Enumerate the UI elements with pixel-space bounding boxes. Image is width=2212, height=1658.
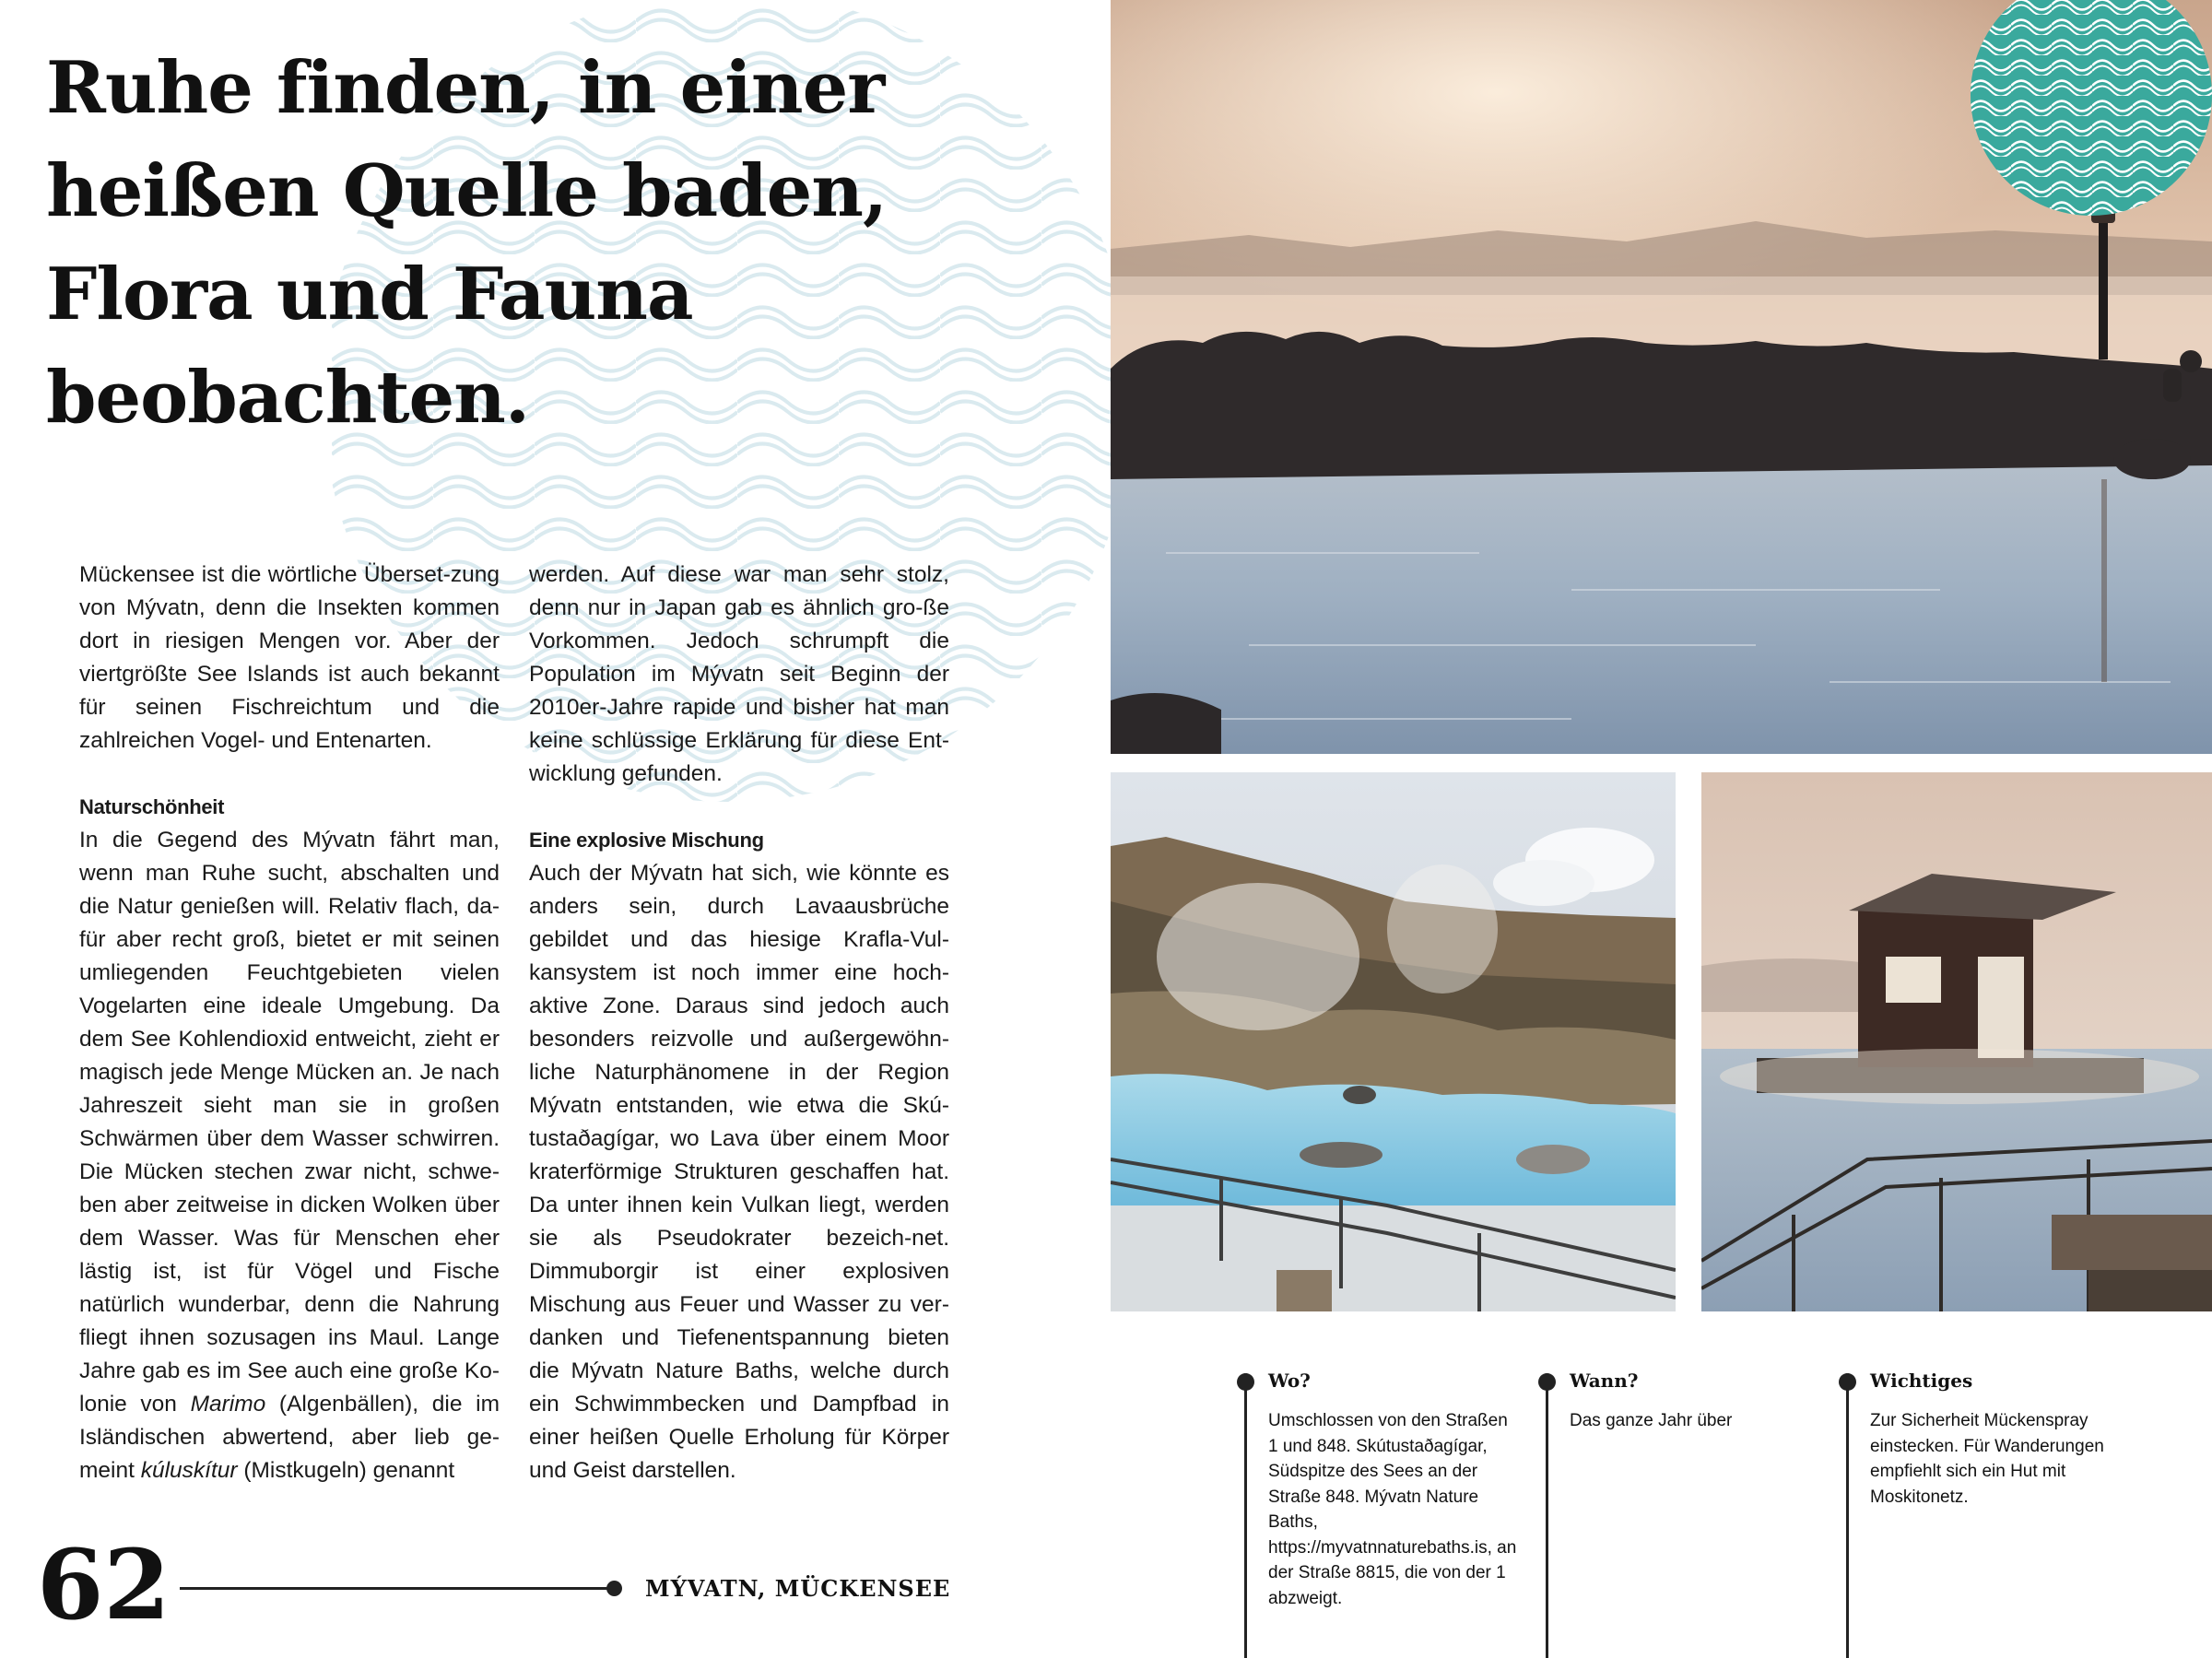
- info-dot: [1237, 1373, 1254, 1391]
- subhead-naturschoenheit: Naturschönheit: [79, 795, 225, 818]
- section-title: MÝVATN, MÜCKENSEE: [645, 1575, 951, 1602]
- info-body-wo: Umschlossen von den Straßen 1 und 848. Skútustaðagígar, Südspitze des Sees an der Straße 848. Mývatn Nature Baths, https://myvatnnaturebaths.is, an der Straße 8815, die von der 1 abzweigt.: [1268, 1411, 1517, 1608]
- body-paragraph: Auch der Mývatn hat sich, wie könnte es anders sein, durch Lavaausbrüche gebildet und das hiesige Krafla-Vul-kansystem ist noch immer eine hoch-aktive Zone. Daraus sind jedoch auch besonders reizvolle und außergewöhn-liche Naturphänomene in der Region Mývatn entstanden, wie etwa die Skú-tustaðagígar, wo Lava über einem Moor kraterförmige Strukturen geschaffen hat. Da unter ihnen kein Vulkan liegt, werden sie als Pseudokrater bezeich-net. Dimmuborgir ist einer explosiven Mischung aus Feuer und Wasser zu ver-danken und Tiefenentspannung bieten die Mývatn Nature Baths, welche durch ein Schwimmbecken und Dampfbad in einer heißen Quelle Erholung für Körper und Geist darstellen.: [529, 861, 949, 1483]
- info-title-wichtiges: Wichtiges: [1870, 1370, 1973, 1392]
- photo-blue-pool: [1111, 772, 1676, 1311]
- info-title-wann: Wann?: [1570, 1370, 1639, 1392]
- info-rule: [1244, 1373, 1247, 1658]
- subhead-explosive-mischung: Eine explosive Mischung: [529, 829, 764, 852]
- info-dot: [1538, 1373, 1556, 1391]
- info-title-wo: Wo?: [1268, 1370, 1311, 1392]
- footer-rule: [180, 1587, 613, 1590]
- info-rule: [1846, 1373, 1849, 1658]
- italic-term: Marimo: [190, 1392, 266, 1417]
- info-rule: [1546, 1373, 1548, 1658]
- body-paragraph: [79, 824, 500, 1487]
- text-column-1: [79, 559, 500, 1487]
- footer-dot: [606, 1581, 622, 1596]
- body-text: In die Gegend des Mývatn fährt man, wenn man Ruhe sucht, abschalten und die Natur genießen will. Relativ flach, da-für aber recht groß, bietet er mit seinen umliegenden Feuchtgebieten vielen Vogelarten eine ideale Umgebung. Da dem See Kohlendioxid entweicht, zieht er magisch jede Menge Mücken an. Je nach Jahreszeit sieht man sie in großen Schwärmen über dem Wasser schwirren. Die Mücken stechen zwar nicht, schwe-ben aber zeitweise in dicken Wolken über dem Wasser. Was für Menschen eher lästig ist, ist für Vögel und Fische natürlich wunderbar, denn die Nahrung fliegt ihnen sozusagen ins Maul. Lange Jahre gab es im See auch eine große Ko-lonie von: [79, 828, 500, 1417]
- info-body-wichtiges: Zur Sicherheit Mückenspray einstecken. Für Wanderungen empfiehlt sich ein Hut mit Moskitonetz.: [1870, 1411, 2104, 1507]
- info-body-wann: Das ganze Jahr über: [1570, 1411, 1733, 1430]
- body-text: (Algenbällen), die im Isländischen abwertend, aber lieb ge-meint: [79, 1392, 500, 1483]
- photo-hut-lagoon: [1701, 772, 2212, 1311]
- intro-paragraph: Mückensee ist die wörtliche Überset-zung von Mývatn, denn die Insekten kommen dort in riesigen Mengen vor. Aber der viertgrößte See Islands ist auch bekannt für seinen Fischreichtum und die zahlreichen Vogel- und Entenarten.: [79, 562, 500, 753]
- info-dot: [1839, 1373, 1856, 1391]
- italic-term: kúluskítur: [140, 1458, 238, 1483]
- headline: Ruhe finden, in einer heißen Quelle baden, Flora und Fauna beobachten.: [46, 46, 888, 440]
- continuation-paragraph: werden. Auf diese war man sehr stolz, denn nur in Japan gab es ähnlich gro-ße Vorkommen. Jedoch schrumpft die Population im Mývatn seit Beginn der 2010er-Jahre rapide und bisher hat man keine schlüssige Erklärung für diese Ent-wicklung gefunden.: [529, 562, 949, 786]
- page-number: 62: [37, 1528, 171, 1641]
- text-column-2: [529, 559, 949, 1487]
- body-text: (Mistkugeln) genannt: [237, 1458, 455, 1483]
